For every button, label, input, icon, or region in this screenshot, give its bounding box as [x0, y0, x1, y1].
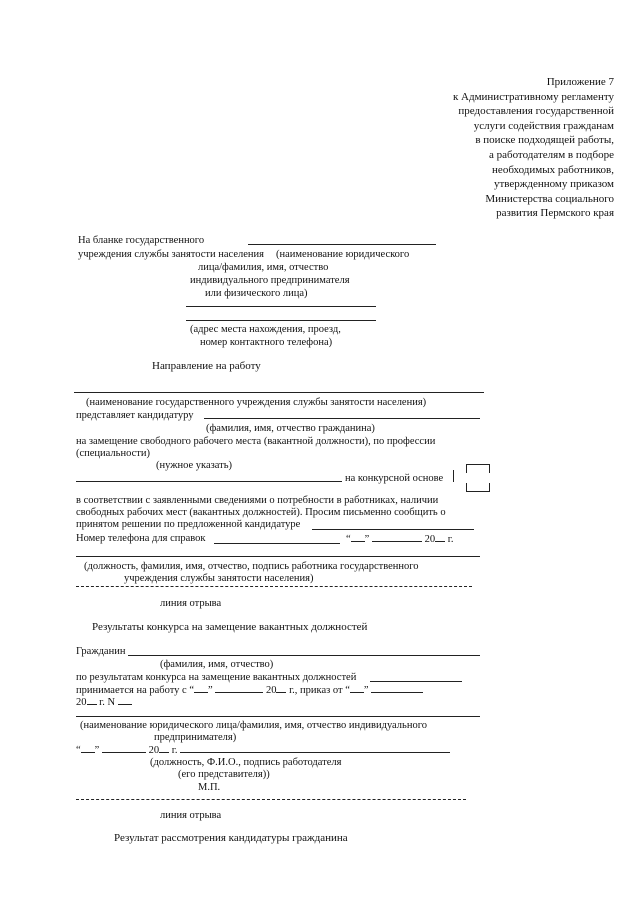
sign-hint-1: (должность, Ф.И.О., подпись работодателя [150, 757, 342, 768]
recipient-hint-3: индивидуального предпринимателя [190, 275, 350, 286]
appendix-line: в поиске подходящей работы, [475, 134, 614, 147]
body-text-2: свободных рабочих мест (вакантных должностей). Просим письменно сообщить о [76, 507, 446, 518]
start-year-field[interactable] [276, 683, 286, 693]
body-text-1: в соответствии с заявленными сведениями о потребности в работниках, наличии [76, 495, 439, 506]
appendix-line: предоставления государственной [458, 105, 614, 118]
address-hint-1: (адрес места нахождения, проезд, [190, 324, 341, 335]
appendix-line: услуги содействия гражданам [473, 119, 614, 132]
sign-hint-2: (его представителя)) [178, 769, 270, 780]
recipient-hint-4: или физического лица) [205, 288, 308, 299]
year-prefix: 20 [265, 685, 277, 696]
appendix-line: а работодателям в подборе [488, 148, 614, 161]
month-field[interactable] [372, 532, 422, 542]
employer-sign-field[interactable] [180, 743, 450, 753]
results-line[interactable] [370, 681, 462, 682]
blank-line-1: На бланке государственного [78, 235, 205, 246]
sign-year-field[interactable] [159, 743, 169, 753]
signer-hint-1: (должность, фамилия, имя, отчество, подпись работника государственного [84, 561, 419, 572]
profession-line[interactable] [76, 481, 342, 482]
address-line-1[interactable] [186, 306, 376, 307]
quote-close: ” [208, 685, 213, 696]
year-field[interactable] [435, 532, 445, 542]
order-year-field[interactable] [87, 695, 97, 705]
accepted-label: принимается на работу с [76, 685, 187, 696]
start-day-field[interactable] [194, 683, 208, 693]
contest-title: Результаты конкурса на замещение вакантных должностей [92, 621, 368, 633]
candidate-hint: (фамилия, имя, отчество гражданина) [206, 423, 375, 434]
competitive-label: на конкурсной основе [345, 473, 444, 484]
recipient-name-line[interactable] [248, 244, 436, 245]
citizen-line[interactable] [128, 655, 480, 656]
order-label: г., приказ от [289, 685, 343, 696]
quote-close: ” [94, 745, 100, 756]
tear-line-2 [76, 799, 466, 800]
appendix-line: Министерства социального [485, 192, 614, 205]
employer-line[interactable] [76, 716, 480, 717]
quote-close: ” [363, 685, 369, 696]
address-line-2[interactable] [186, 320, 376, 321]
order-number-field[interactable] [118, 695, 132, 705]
recipient-hint-2: лица/фамилия, имя, отчество [198, 262, 329, 273]
order-day-field[interactable] [350, 683, 364, 693]
signer-hint-2: учреждения службы занятости населения) [124, 573, 314, 584]
fio-hint: (фамилия, имя, отчество) [160, 659, 274, 670]
specify-hint: (нужное указать) [156, 460, 233, 471]
tear-line-2-label: линия отрыва [160, 810, 222, 821]
start-month-field[interactable] [215, 683, 263, 693]
quote-open: “ [189, 685, 195, 696]
order-month-field[interactable] [371, 683, 423, 693]
year-suffix: г. [171, 745, 178, 756]
phone-line[interactable] [214, 543, 340, 544]
appendix-line: к Административному регламенту [452, 90, 614, 103]
quote-open: “ [76, 745, 81, 756]
appendix-line: утвержденному приказом [493, 178, 614, 191]
appendix-header [453, 75, 614, 221]
employer-hint-2: предпринимателя) [154, 732, 237, 743]
body-text-3: принятом решении по предложенной кандидатуре [76, 519, 301, 530]
page-title: Направление на работу [152, 360, 261, 372]
sign-day-field[interactable] [81, 743, 95, 753]
signer-line[interactable] [76, 556, 480, 557]
year-prefix: 20 [76, 697, 87, 708]
agency-hint: (наименование государственного учреждения службы занятости населения) [86, 397, 427, 408]
tear-line-1 [76, 586, 472, 587]
quote-open: “ [346, 534, 351, 545]
year-prefix: 20 [424, 534, 436, 545]
sign-month-field[interactable] [102, 743, 146, 753]
agency-name-line[interactable] [74, 392, 484, 393]
recipient-hint-1: (наименование юридического [276, 249, 410, 260]
results-text: по результатам конкурса на замещение вакантных должностей [76, 672, 357, 683]
decision-line[interactable] [312, 529, 474, 530]
employer-date-row [76, 743, 450, 757]
citizen-label: Гражданин [76, 646, 126, 657]
appendix-line: Приложение 7 [546, 76, 614, 88]
day-field[interactable] [351, 532, 365, 542]
appendix-line: развития Пермского края [496, 207, 614, 220]
quote-open: “ [345, 685, 350, 696]
tear-line-1-label: линия отрыва [160, 598, 222, 609]
competitive-checkbox[interactable] [466, 464, 490, 492]
quote-close: ” [364, 534, 370, 545]
appendix-line: необходимых работников, [492, 163, 614, 176]
vacancy-text-2: (специальности) [76, 448, 150, 459]
bracket-mark [453, 470, 454, 482]
review-title: Результат рассмотрения кандидатуры гражданина [114, 832, 348, 844]
order-no-label: г. N [99, 697, 116, 708]
employer-hint-1: (наименование юридического лица/фамилия, имя, отчество индивидуального [80, 720, 428, 731]
presents-label: представляет кандидатуру [76, 410, 194, 421]
year-suffix: г. [447, 534, 454, 545]
address-hint-2: номер контактного телефона) [200, 337, 333, 348]
phone-label: Номер телефона для справок [76, 533, 206, 544]
blank-line-2: учреждения службы занятости населения [78, 249, 264, 260]
order-number-row [76, 695, 132, 709]
vacancy-text-1: на замещение свободного рабочего места (вакантной должности), по профессии [76, 436, 436, 447]
year-prefix: 20 [148, 745, 160, 756]
candidate-line[interactable] [204, 418, 480, 419]
referral-date [346, 532, 453, 546]
stamp-label: М.П. [198, 782, 221, 793]
